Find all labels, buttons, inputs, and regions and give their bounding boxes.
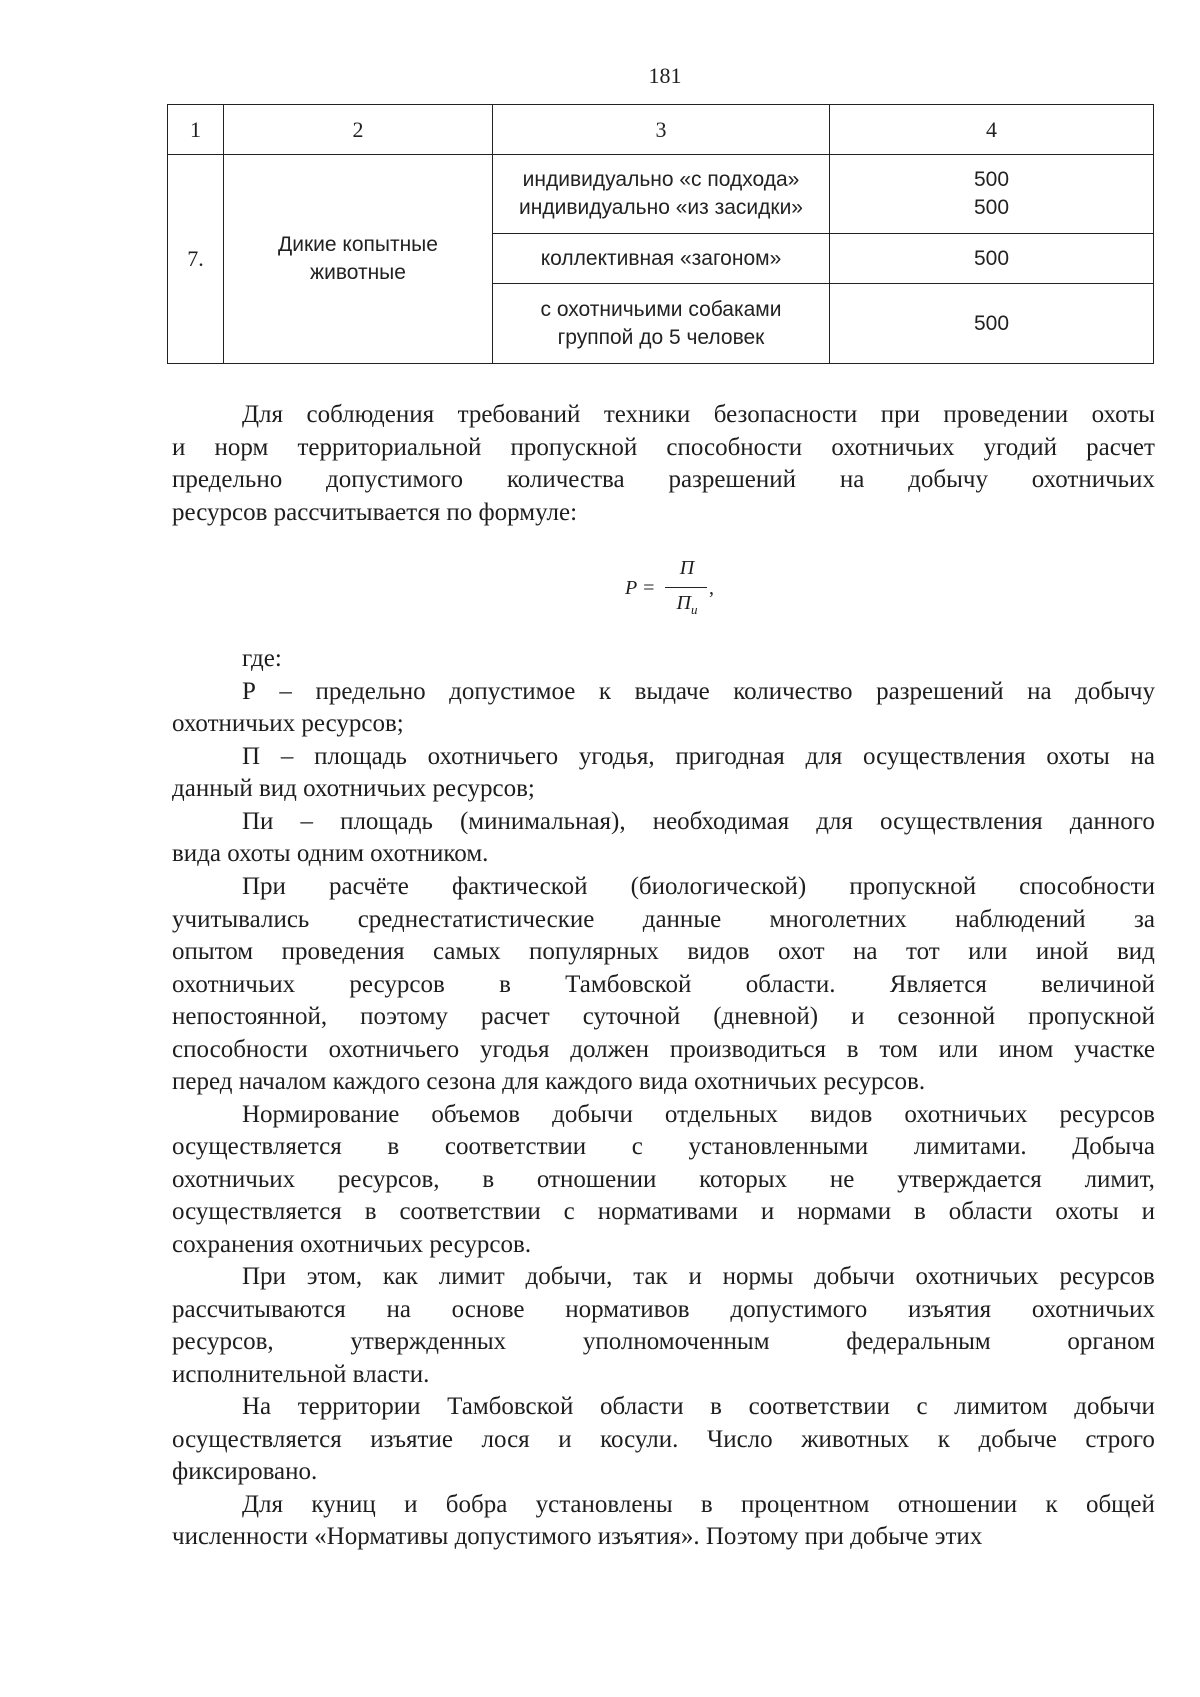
text-line: Р – предельно допустимое к выдаче количество разрешений на добычу (242, 677, 1155, 705)
body-paragraph (172, 1099, 1155, 1262)
text-line: фиксировано. (172, 1458, 318, 1485)
text-line: осуществляется изъятие лося и косули. Число животных к добыче строго (172, 1425, 1155, 1453)
text-line: непостоянной, поэтому расчет суточной (дневной) и сезонной пропускной (172, 1003, 1155, 1030)
text-line: ресурсов рассчитывается по формуле: (172, 498, 578, 526)
area-value-cell (830, 284, 1154, 364)
text-line: вида охоты одним охотником. (172, 840, 489, 867)
area-value-cell (830, 155, 1154, 234)
text-line: способности охотничьего угодья должен производиться в том или ином участке (172, 1035, 1155, 1063)
hunting-method-line: группой до 5 человек (557, 325, 765, 349)
area-value: 500 (973, 196, 1010, 219)
animal-group-line: животные (310, 261, 406, 284)
body-paragraph (172, 1489, 1155, 1554)
text-line: охотничьих ресурсов; (172, 710, 404, 737)
hunting-method-line: коллективная «загоном» (540, 246, 782, 270)
body-paragraphs (172, 871, 1155, 1554)
text-line: При этом, как лимит добычи, так и нормы добычи охотничьих ресурсов (242, 1263, 1155, 1290)
text-line: данный вид охотничьих ресурсов; (172, 775, 535, 802)
fraction-bar (665, 587, 707, 588)
intro-paragraph (172, 399, 1155, 529)
formula-lhs: P = (625, 577, 656, 599)
hunting-method-line: с охотничьими собаками (540, 297, 782, 321)
page-number: 181 (648, 63, 682, 88)
where-label: где: (242, 645, 282, 672)
text-line: предельно допустимого количества разрешений на добычу охотничьих (172, 466, 1155, 493)
definitions-block (172, 643, 1155, 871)
text-line: сохранения охотничьих ресурсов. (172, 1230, 532, 1258)
permit-formula (625, 557, 725, 627)
hunting-method-cell (493, 155, 830, 234)
paragraph-line-list (172, 399, 1155, 529)
definition-item (172, 806, 1155, 871)
animal-group-line: Дикие копытные (278, 233, 438, 256)
text-line: опытом проведения самых популярных видов охот на тот или иной вид (172, 938, 1155, 965)
text-line: учитывались среднестатистические данные многолетних наблюдений за (172, 905, 1155, 933)
text-line: рассчитываются на основе нормативов допустимого изъятия охотничьих (172, 1295, 1155, 1323)
area-value: 500 (973, 246, 1010, 270)
text-line: Для соблюдения требований техники безопасности при проведении охоты (242, 401, 1155, 428)
text-line: Нормирование объемов добычи отдельных видов охотничьих ресурсов (242, 1100, 1155, 1128)
body-paragraph (172, 1261, 1155, 1391)
text-line: П – площадь охотничьего угодья, пригодная для осуществления охоты на (242, 742, 1155, 770)
area-value: 500 (973, 168, 1010, 191)
table-header-cell: 4 (830, 105, 1154, 155)
hunting-method-cell (493, 234, 830, 284)
formula-denominator-base: П (676, 592, 691, 614)
definition-item (172, 741, 1155, 806)
hunting-method-line: индивидуально «с подхода» (522, 168, 800, 191)
text-line: охотничьих ресурсов, в отношении которых не утверждается лимит, (172, 1165, 1155, 1193)
text-line: Для куниц и бобра установлены в процентном отношении к общей (242, 1490, 1155, 1518)
text-line: перед началом каждого сезона для каждого вида охотничьих ресурсов. (172, 1068, 926, 1095)
formula-denominator (667, 592, 707, 618)
table-header-cell: 3 (493, 105, 830, 155)
text-line: осуществляется в соответствии с нормативами и нормами в области охоты и (172, 1198, 1155, 1225)
text-line: численности «Нормативы допустимого изъятия». Поэтому при добыче этих (172, 1523, 983, 1550)
hunting-method-line: индивидуально «из засидки» (519, 196, 803, 219)
text-line: осуществляется в соответствии с установленными лимитами. Добыча (172, 1133, 1155, 1160)
hunting-method-cell (493, 284, 830, 364)
formula-denominator-subscript: и (690, 602, 698, 617)
text-line: При расчёте фактической (биологической) пропускной способности (242, 873, 1155, 900)
text-line: На территории Тамбовской области в соответствии с лимитом добычи (242, 1393, 1155, 1420)
hunting-quota-table (167, 104, 1154, 364)
table-row (168, 155, 1154, 234)
body-paragraph (172, 1391, 1155, 1489)
area-value-cell (830, 234, 1154, 284)
animal-group-cell (224, 155, 493, 364)
definition-item (172, 676, 1155, 741)
formula-trailing: , (709, 577, 714, 599)
body-paragraph (172, 871, 1155, 1099)
table-header-cell: 2 (224, 105, 493, 155)
area-value: 500 (973, 311, 1010, 335)
text-line: ресурсов, утвержденных уполномоченным федеральным органом (172, 1328, 1155, 1355)
text-line: исполнительной власти. (172, 1360, 430, 1388)
text-line: Пи – площадь (минимальная), необходимая для осуществления данного (242, 807, 1155, 835)
text-line: и норм территориальной пропускной способности охотничьих угодий расчет (172, 433, 1155, 461)
table-header-cell: 1 (168, 105, 224, 155)
row-number-cell: 7. (168, 155, 224, 364)
table-header-row (168, 105, 1154, 155)
formula-numerator: П (679, 557, 695, 579)
text-line: охотничьих ресурсов в Тамбовской области. Является величиной (172, 970, 1155, 998)
